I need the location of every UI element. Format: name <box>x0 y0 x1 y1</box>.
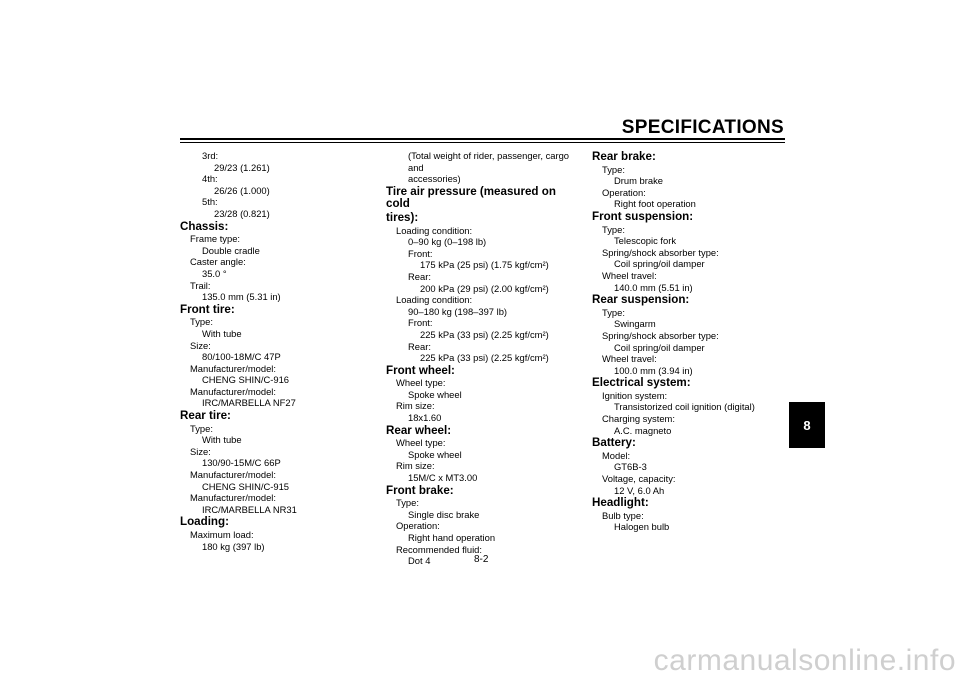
spec-value: GT6B-3 <box>614 461 647 473</box>
page-title: SPECIFICATIONS <box>621 117 784 138</box>
spec-value: 100.0 mm (3.94 in) <box>614 364 693 376</box>
spec-value: 80/100-18M/C 47P <box>202 351 281 363</box>
spec-label: Voltage, capacity: <box>602 473 676 485</box>
spec-value: A.C. magneto <box>614 424 672 436</box>
spec-label: Type: <box>602 306 625 318</box>
watermark: carmanualsonline.info <box>653 644 956 677</box>
spec-column-2 <box>386 150 581 567</box>
spec-value: Double cradle <box>202 244 260 256</box>
spec-label: 4th: <box>202 173 218 185</box>
spec-section-heading: Rear wheel: <box>386 423 452 437</box>
spec-value: (Total weight of rider, passenger, cargo and <box>408 150 570 173</box>
spec-value: Front: <box>408 317 433 329</box>
spec-section-heading: Front wheel: <box>386 363 455 377</box>
spec-section-heading: tires): <box>386 210 419 224</box>
spec-value: 0–90 kg (0–198 lb) <box>408 236 487 248</box>
spec-value: CHENG SHIN/C-916 <box>202 374 289 386</box>
spec-label: Recommended fluid: <box>396 543 482 555</box>
spec-label: Trail: <box>190 279 211 291</box>
spec-value: IRC/MARBELLA NR31 <box>202 503 297 515</box>
spec-section-heading: Electrical system: <box>592 376 691 390</box>
spec-section-heading: Rear tire: <box>180 409 231 423</box>
spec-section-heading: Front brake: <box>386 483 454 497</box>
spec-section-heading: Rear brake: <box>592 150 656 163</box>
spec-value: 12 V, 6.0 Ah <box>614 484 665 496</box>
spec-label: Wheel travel: <box>602 269 657 281</box>
spec-value: Rear: <box>408 270 431 282</box>
spec-label: Ignition system: <box>602 389 668 401</box>
spec-label: Bulb type: <box>602 509 644 521</box>
spec-label: Maximum load: <box>190 529 254 540</box>
spec-label: Caster angle: <box>190 256 246 268</box>
spec-label: Type: <box>190 316 213 328</box>
spec-value: 18x1.60 <box>408 412 442 424</box>
spec-label: Size: <box>190 445 211 457</box>
spec-label: Spring/shock absorber type: <box>602 246 719 258</box>
spec-value: 90–180 kg (198–397 lb) <box>408 305 508 317</box>
spec-label: Manufacturer/model: <box>190 362 276 374</box>
spec-label: Type: <box>396 497 419 509</box>
spec-label: Spring/shock absorber type: <box>602 329 719 341</box>
spec-value: Front: <box>408 247 433 259</box>
spec-value: 140.0 mm (5.51 in) <box>614 281 693 293</box>
spec-section-heading: Battery: <box>592 436 636 450</box>
spec-label: Rim size: <box>396 460 435 472</box>
spec-value: Right foot operation <box>614 198 696 210</box>
spec-value: Halogen bulb <box>614 521 670 533</box>
spec-section-heading: Front tire: <box>180 302 235 316</box>
spec-label: Frame type: <box>190 233 241 245</box>
spec-value: 175 kPa (25 psi) (1.75 kgf/cm²) <box>420 259 549 271</box>
header-rule-thin <box>180 142 785 143</box>
spec-label: 5th: <box>202 196 218 208</box>
spec-value: 35.0 ° <box>202 267 227 279</box>
spec-label: Manufacturer/model: <box>190 469 276 481</box>
spec-value: Rear: <box>408 340 431 352</box>
spec-value: With tube <box>202 327 242 339</box>
chapter-tab: 8 <box>789 402 825 448</box>
spec-section-heading: Chassis: <box>180 219 229 233</box>
spec-column-1 <box>180 150 370 552</box>
spec-label: Wheel type: <box>396 437 446 449</box>
spec-label: Type: <box>602 163 625 175</box>
spec-value: accessories) <box>408 173 461 185</box>
spec-value: Drum brake <box>614 175 663 187</box>
page-number: 8-2 <box>474 554 489 565</box>
spec-label: Operation: <box>396 520 440 532</box>
header-rule-thick <box>180 138 785 140</box>
spec-value: Coil spring/oil damper <box>614 341 705 353</box>
spec-value: 29/23 (1.261) <box>214 161 270 173</box>
spec-section-heading: Headlight: <box>592 496 649 510</box>
spec-value: Right hand operation <box>408 532 496 543</box>
spec-value: 225 kPa (33 psi) (2.25 kgf/cm²) <box>420 352 549 364</box>
spec-value: CHENG SHIN/C-915 <box>202 480 289 492</box>
spec-value: 23/28 (0.821) <box>214 207 270 219</box>
spec-column-3 <box>592 150 787 533</box>
spec-label: Charging system: <box>602 413 675 425</box>
spec-value: 135.0 mm (5.31 in) <box>202 291 281 303</box>
spec-section-heading: Tire air pressure (measured on cold <box>386 184 556 211</box>
spec-value: Spoke wheel <box>408 388 462 400</box>
spec-value: Spoke wheel <box>408 448 462 460</box>
spec-label: Operation: <box>602 186 646 198</box>
spec-label: Rim size: <box>396 400 435 412</box>
spec-label: Type: <box>190 422 213 434</box>
spec-label: Manufacturer/model: <box>190 385 276 397</box>
spec-value: IRC/MARBELLA NF27 <box>202 397 296 409</box>
spec-label: Wheel type: <box>396 377 446 389</box>
spec-section-heading: Front suspension: <box>592 209 694 223</box>
spec-label: Loading condition: <box>396 224 473 236</box>
spec-value: 200 kPa (29 psi) (2.00 kgf/cm²) <box>420 282 549 294</box>
spec-label: Loading condition: <box>396 294 473 306</box>
spec-value: 15M/C x MT3.00 <box>408 472 478 484</box>
spec-label: Type: <box>602 223 625 235</box>
spec-value: Dot 4 <box>408 555 431 567</box>
spec-value: Coil spring/oil damper <box>614 258 705 270</box>
spec-label: Manufacturer/model: <box>190 492 276 504</box>
spec-value: 26/26 (1.000) <box>214 184 270 196</box>
spec-value: 225 kPa (33 psi) (2.25 kgf/cm²) <box>420 328 549 340</box>
spec-value: Transistorized coil ignition (digital) <box>614 401 755 413</box>
spec-section-heading: Loading: <box>180 515 229 529</box>
spec-value: 130/90-15M/C 66P <box>202 457 281 469</box>
spec-value: 180 kg (397 lb) <box>202 540 265 552</box>
spec-value: With tube <box>202 434 242 446</box>
spec-label: Model: <box>602 449 631 461</box>
spec-label: Size: <box>190 339 211 351</box>
spec-label: 3rd: <box>202 150 219 161</box>
spec-value: Swingarm <box>614 318 656 330</box>
spec-value: Single disc brake <box>408 508 480 520</box>
spec-section-heading: Rear suspension: <box>592 293 690 307</box>
spec-value: Telescopic fork <box>614 235 677 247</box>
spec-label: Wheel travel: <box>602 353 657 365</box>
